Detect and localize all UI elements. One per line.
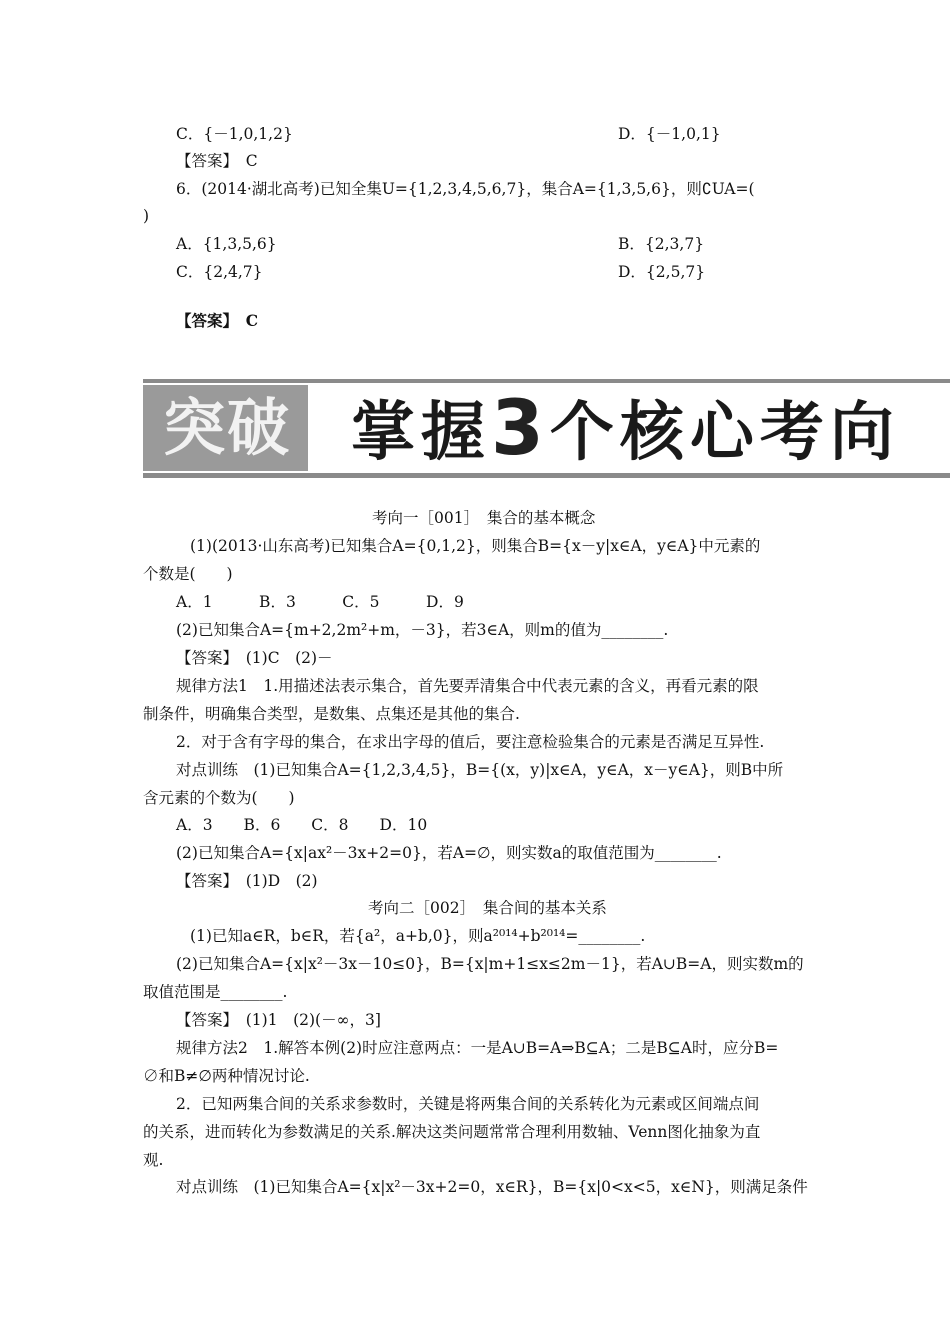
text-line-l10: 个数是( ) [143, 565, 233, 583]
text-line-l4: ) [143, 207, 150, 225]
banner-title-number: 3 [491, 383, 550, 472]
section-banner [143, 379, 950, 479]
banner-left-block [143, 385, 308, 471]
text-line-l6: C．{2,4,7} [176, 263, 263, 281]
banner-left-text: 突破 [162, 391, 291, 464]
banner-title [351, 385, 900, 471]
text-line-l9: (1)(2013·山东高考)已知集合A={0,1,2}，则集合B={x－y|x∈A，y∈A}中元素的 [190, 537, 761, 555]
text-line-l5: A．{1,3,5,6} [176, 235, 277, 253]
text-line-l29: 2．已知两集合间的关系求参数时，关键是将两集合间的关系转化为元素或区间端点间 [176, 1095, 760, 1113]
banner-title-post: 个核心考向 [549, 396, 900, 470]
text-line-l3: 6．(2014·湖北高考)已知全集U={1,2,3,4,5,6,7}，集合A={1,3,5,6}，则∁UA=( [176, 180, 755, 198]
text-line-l6b: D．{2,5,7} [618, 263, 706, 281]
text-line-l1b: D．{－1,0,1} [618, 125, 721, 143]
text-line-l20: (2)已知集合A={x|ax²－3x+2=0}，若A=∅，则实数a的取值范围为________. [176, 844, 722, 862]
text-line-l11: A．1 B．3 C．5 D．9 [176, 593, 464, 611]
text-line-l7: 【答案】 C [176, 311, 259, 330]
text-line-l25: 取值范围是________. [143, 983, 288, 1001]
banner-title-pre: 掌握 [351, 396, 491, 470]
text-line-l24: (2)已知集合A={x|x²－3x－10≤0}，B={x|m+1≤x≤2m－1}，若A∪B=A，则实数m的 [176, 955, 804, 973]
text-line-l21: 【答案】 (1)D (2) [176, 872, 318, 890]
text-line-l28: ∅和B≠∅两种情况讨论. [143, 1067, 310, 1085]
text-line-l30: 的关系，进而转化为参数满足的关系.解决这类问题常常合理利用数轴、Venn图化抽象为直 [143, 1123, 761, 1141]
text-line-l27: 规律方法2 1.解答本例(2)时应注意两点：一是A∪B=A⇒B⊆A；二是B⊆A时，应分B= [176, 1039, 779, 1057]
text-line-l14: 规律方法1 1.用描述法表示集合，首先要弄清集合中代表元素的含义，再看元素的限 [176, 677, 759, 695]
text-line-l1: C．{－1,0,1,2} [176, 125, 293, 143]
text-line-l12: (2)已知集合A={m+2,2m²+m，－3}，若3∈A，则m的值为________. [176, 621, 669, 639]
banner-bottom-rule [143, 473, 950, 478]
text-line-l15: 制条件，明确集合类型，是数集、点集还是其他的集合. [143, 705, 520, 723]
text-line-l8: 考向一［001］ 集合的基本概念 [372, 509, 596, 527]
text-line-l17: 对点训练 (1)已知集合A={1,2,3,4,5}，B={(x，y)|x∈A，y∈A，x－y∈A}，则B中所 [176, 761, 784, 779]
text-line-l2: 【答案】 C [176, 152, 258, 170]
text-line-l23: (1)已知a∈R，b∈R，若{a²，a+b,0}，则a²⁰¹⁴+b²⁰¹⁴=________. [190, 927, 646, 945]
text-line-l13: 【答案】 (1)C (2)－ [176, 649, 333, 667]
text-line-l18: 含元素的个数为( ) [143, 789, 295, 807]
text-line-l31: 观. [143, 1151, 164, 1169]
text-line-l5b: B．{2,3,7} [618, 235, 705, 253]
text-line-l22: 考向二［002］ 集合间的基本关系 [368, 899, 607, 917]
text-line-l32: 对点训练 (1)已知集合A={x|x²－3x+2=0，x∈R}，B={x|0<x<5，x∈N}，则满足条件 [176, 1178, 808, 1196]
text-line-l19: A．3 B．6 C．8 D．10 [176, 816, 428, 834]
text-line-l16: 2．对于含有字母的集合，在求出字母的值后，要注意检验集合的元素是否满足互异性. [176, 733, 765, 751]
text-line-l26: 【答案】 (1)1 (2)(－∞，3] [176, 1011, 381, 1029]
